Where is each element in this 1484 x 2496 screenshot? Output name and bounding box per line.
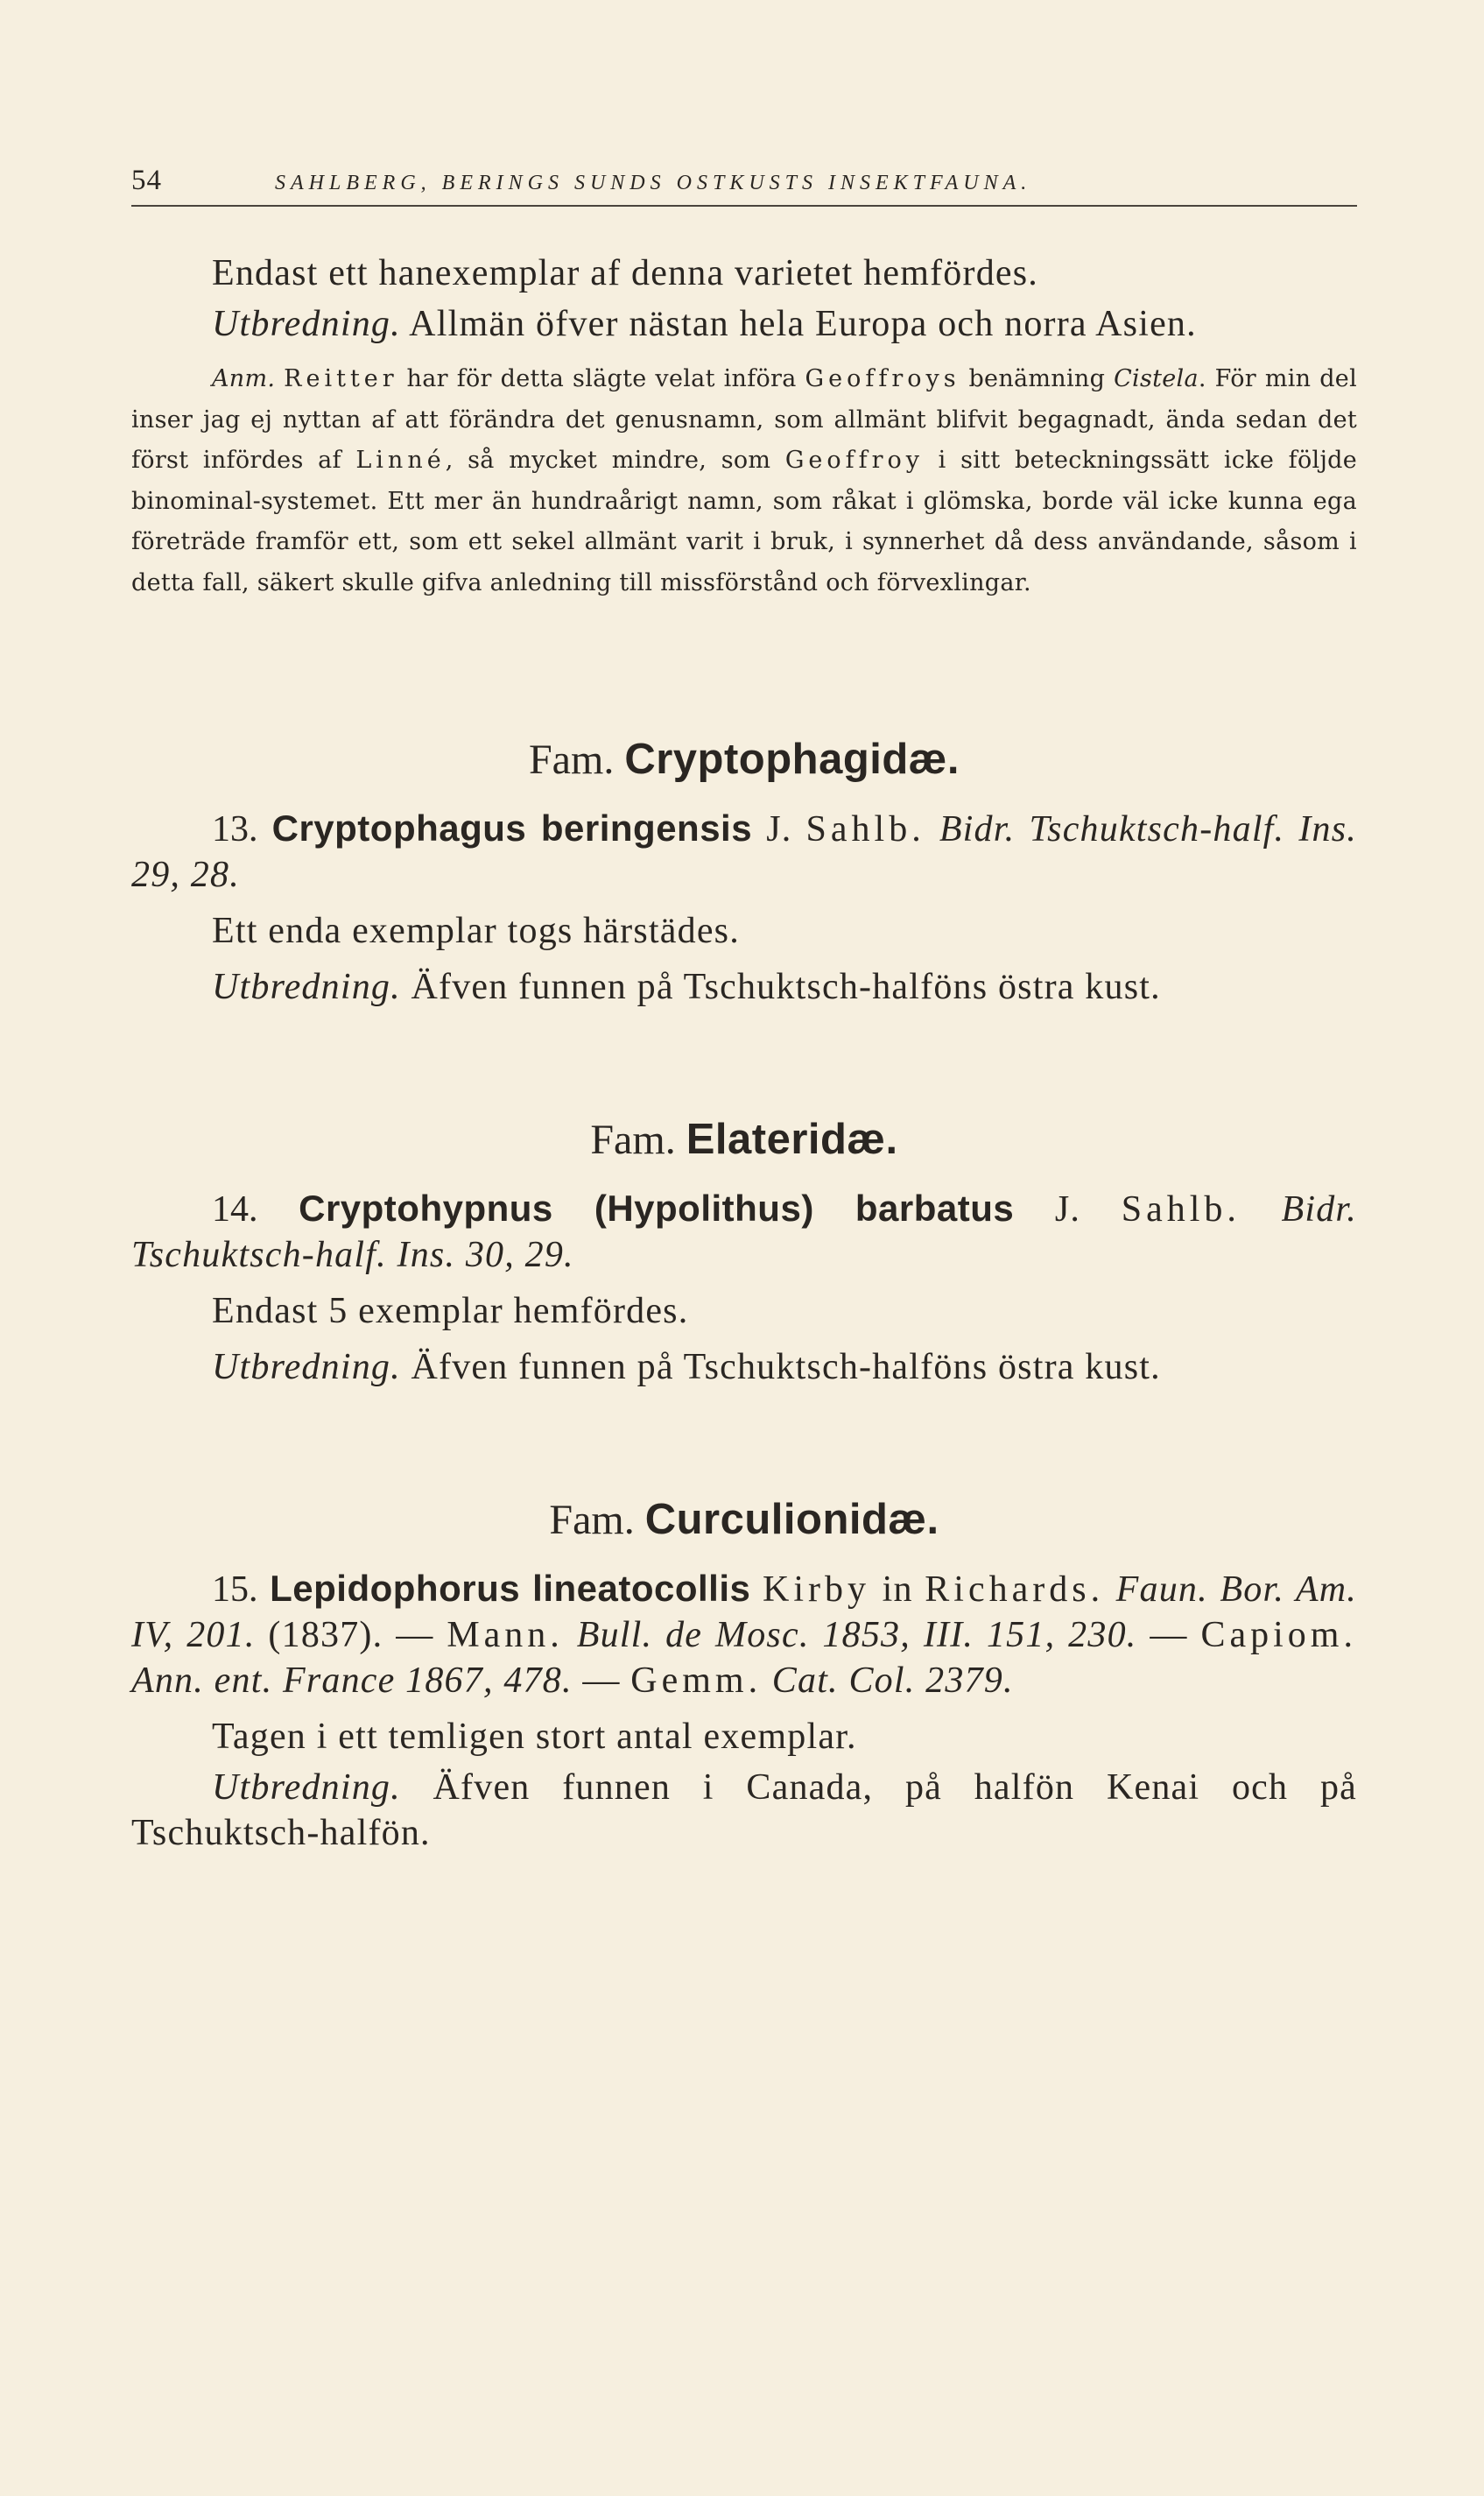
anm-text-2: benämning — [960, 365, 1115, 392]
distribution-label: Utbredning. — [212, 1767, 401, 1808]
genus-cistela: Cistela — [1114, 365, 1199, 392]
ref-author-capiom: Capiom. — [1200, 1615, 1357, 1655]
ref-ann-ent-france: Ann. ent. France 1867, 478. — [131, 1660, 573, 1701]
running-title: SAHLBERG, BERINGS SUNDS OSTKUSTS INSEKTFAUNA. — [275, 172, 1032, 194]
author-linne: Linné — [355, 447, 446, 474]
family-word: Fam. — [590, 1117, 676, 1163]
distribution-label: Utbredning. — [212, 1347, 401, 1387]
family-heading — [131, 1115, 1357, 1165]
species-number: 14. — [212, 1189, 258, 1230]
intro-distribution — [131, 301, 1357, 347]
species-note: Endast 5 exemplar hemfördes. — [212, 1291, 689, 1331]
species-distribution — [131, 1765, 1357, 1856]
ref-author-mann: Mann. — [447, 1615, 564, 1655]
ref-author-richards: Richards. — [925, 1569, 1105, 1610]
species-note: Tagen i ett temligen stort antal exemplar. — [212, 1717, 857, 1757]
family-heading — [131, 735, 1357, 785]
species-name: Lepidophorus lineatocollis — [270, 1568, 751, 1609]
species-distribution — [131, 1344, 1357, 1390]
family-name: Curculionidæ. — [644, 1496, 939, 1543]
page-number: 54 — [131, 165, 162, 196]
species-note: Ett enda exemplar togs härstädes. — [212, 911, 740, 951]
intro-paragraph-1: Endast ett hanexemplar af denna varietet hemfördes. — [212, 253, 1038, 293]
anm-text-3: . För min del inser jag ej nyttan af att förändra det genusnamn, som allmänt blifvit begagnadt, ända sedan det först infördes af — [131, 365, 1358, 474]
page-body — [131, 236, 1357, 1856]
distribution-label: Utbredning. — [212, 304, 401, 344]
species-author: Sahlb. — [1121, 1189, 1241, 1230]
species-reference: Bidr. Tschuktsch-half. Ins. 30, 29. — [131, 1189, 1358, 1275]
distribution-text: Allmän öfver nästan hela Europa och norra Asien. — [400, 304, 1197, 344]
family-name: Elateridæ. — [686, 1116, 898, 1163]
ref-bull-mosc: Bull. de Mosc. 1853, III. 151, 230. — [563, 1615, 1137, 1655]
anm-text-4: , så mycket mindre, som — [445, 447, 785, 474]
family-word: Fam. — [528, 737, 615, 783]
species-reference: Bidr. Tschuktsch-half. Ins. 29, 28. — [131, 809, 1357, 895]
author-geoffroys: Geoffroys — [805, 365, 960, 392]
species-entry — [131, 1566, 1357, 1703]
ref-author-gemm: Gemm. — [630, 1660, 763, 1701]
anm-label: Anm. — [212, 365, 276, 392]
ref-in: in — [870, 1569, 925, 1610]
species-name: Cryptophagus beringensis — [271, 807, 753, 849]
family-word: Fam. — [549, 1497, 635, 1543]
author-geoffroy: Geoffroy — [784, 447, 925, 474]
running-head — [131, 159, 1357, 207]
distribution-text: Äfven funnen på Tschuktsch-halföns östra kust. — [400, 967, 1161, 1007]
ref-author-kirby: Kirby — [763, 1569, 870, 1610]
distribution-label: Utbredning. — [212, 967, 401, 1007]
species-name: Cryptohypnus (Hypolithus) barbatus — [299, 1188, 1015, 1229]
species-entry — [131, 806, 1357, 898]
author-prefix: J. — [1014, 1189, 1122, 1230]
anm-text-5: i sitt beteckningssätt icke följde binominal-systemet. Ett mer än hundraårigt namn, som råkat i glömska, borde väl icke kunna ega företräde framför ett, som ett sekel allmänt varit i bruk, i synnerhet då dess användande, såsom i detta fall, säkert skulle gifva anledning till missförstånd och förvexlingar. — [131, 447, 1357, 596]
family-heading — [131, 1495, 1357, 1545]
distribution-text: Äfven funnen i Canada, på halfön Kenai och på Tschuktsch-halfön. — [131, 1767, 1357, 1853]
species-author: Sahlb. — [805, 809, 925, 850]
family-name: Cryptophagidæ. — [624, 736, 960, 783]
author-reitter: Reitter — [284, 365, 398, 392]
species-distribution — [131, 964, 1357, 1010]
ref-faun-bor-am: Faun. Bor. Am. IV, 201. — [131, 1569, 1358, 1655]
distribution-text: Äfven funnen på Tschuktsch-halföns östra kust. — [400, 1347, 1161, 1387]
author-prefix: J. — [752, 809, 806, 850]
ref-dash: — — [1136, 1615, 1201, 1655]
species-number: 15. — [212, 1569, 258, 1610]
species-entry — [131, 1186, 1357, 1278]
anm-text-1: har för detta slägte velat införa — [397, 365, 805, 392]
annotation-note — [131, 359, 1357, 603]
ref-year: (1837). — — [255, 1615, 447, 1655]
species-number: 13. — [212, 809, 258, 850]
ref-dash: — — [572, 1660, 631, 1701]
ref-cat-col: Cat. Col. 2379. — [762, 1660, 1014, 1701]
